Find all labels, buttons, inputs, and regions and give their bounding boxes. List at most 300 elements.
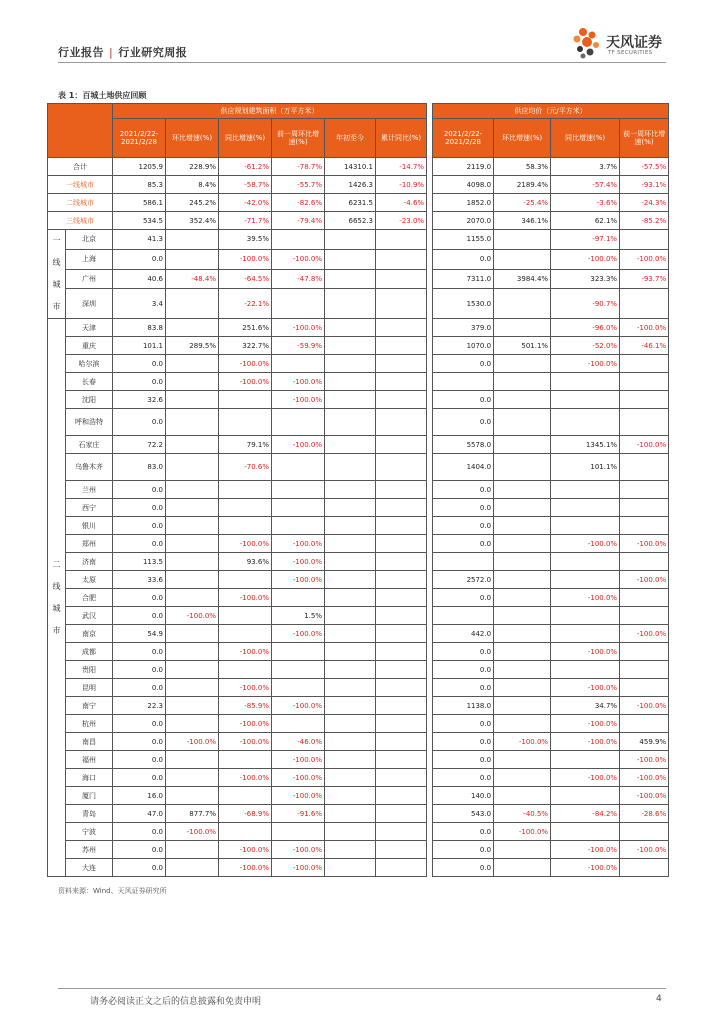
- table-cell: 6652.3: [325, 212, 376, 230]
- city-row: [48, 269, 669, 289]
- row-label: 二线城市: [48, 194, 113, 212]
- table-cell: [494, 679, 551, 697]
- table-cell: -100.0%: [219, 715, 272, 733]
- table-cell: [620, 643, 669, 661]
- city-row: [48, 481, 669, 499]
- column-header: 环比增速(%): [166, 119, 219, 158]
- table-cell: [272, 454, 325, 481]
- table-cell: -100.0%: [551, 643, 620, 661]
- city-row: [48, 337, 669, 355]
- table-cell: [325, 643, 376, 661]
- city-name: 济南: [66, 553, 113, 571]
- table-cell: -100.0%: [219, 589, 272, 607]
- city-row: [48, 841, 669, 859]
- city-row: [48, 517, 669, 535]
- city-name: 宁波: [66, 823, 113, 841]
- table-cell: -100.0%: [272, 787, 325, 805]
- table-cell: [325, 249, 376, 269]
- city-name: 重庆: [66, 337, 113, 355]
- table-cell: [433, 607, 494, 625]
- table-cell: [376, 589, 427, 607]
- table-cell: -100.0%: [620, 625, 669, 643]
- table-cell: 79.1%: [219, 436, 272, 454]
- city-row: [48, 373, 669, 391]
- table-cell: [219, 517, 272, 535]
- header-separator: |: [109, 46, 114, 59]
- column-header: 同比增速(%): [219, 119, 272, 158]
- table-cell: [376, 715, 427, 733]
- table-cell: [219, 787, 272, 805]
- table-cell: 58.3%: [494, 158, 551, 176]
- table-cell: 346.1%: [494, 212, 551, 230]
- table-cell: 0.0: [433, 409, 494, 436]
- table-cell: [325, 805, 376, 823]
- report-header: [58, 44, 187, 60]
- table-cell: 0.0: [433, 391, 494, 409]
- table-cell: [166, 230, 219, 250]
- table-cell: 39.5%: [219, 230, 272, 250]
- table-cell: 22.3: [113, 697, 166, 715]
- table-cell: -47.8%: [272, 269, 325, 289]
- table-cell: 0.0: [113, 481, 166, 499]
- table-cell: [620, 589, 669, 607]
- group-header-price: 供应均价（元/平方米）: [433, 104, 669, 119]
- table-cell: -100.0%: [272, 859, 325, 877]
- city-name: 厦门: [66, 787, 113, 805]
- table-cell: -48.4%: [166, 269, 219, 289]
- table-cell: -64.5%: [219, 269, 272, 289]
- table-cell: -100.0%: [551, 589, 620, 607]
- table-cell: 1852.0: [433, 194, 494, 212]
- table-cell: [325, 481, 376, 499]
- table-cell: [376, 454, 427, 481]
- table-cell: -71.7%: [219, 212, 272, 230]
- table-cell: [166, 373, 219, 391]
- city-name: 海口: [66, 769, 113, 787]
- table-cell: [166, 589, 219, 607]
- table-cell: [376, 697, 427, 715]
- table-cell: -10.9%: [376, 176, 427, 194]
- table-cell: -100.0%: [219, 373, 272, 391]
- table-cell: -100.0%: [620, 571, 669, 589]
- table-cell: 0.0: [113, 733, 166, 751]
- table-cell: 0.0: [433, 733, 494, 751]
- table-cell: 0.0: [113, 823, 166, 841]
- table-cell: [166, 625, 219, 643]
- table-cell: [272, 517, 325, 535]
- table-cell: [494, 319, 551, 337]
- table-cell: [620, 373, 669, 391]
- table-cell: 0.0: [433, 823, 494, 841]
- city-row: [48, 625, 669, 643]
- table-cell: -100.0%: [166, 823, 219, 841]
- table-cell: [551, 751, 620, 769]
- table-cell: [376, 249, 427, 269]
- summary-row: [48, 212, 669, 230]
- table-cell: 32.6: [113, 391, 166, 409]
- table-cell: -52.0%: [551, 337, 620, 355]
- table-cell: -46.1%: [620, 337, 669, 355]
- city-name: 沈阳: [66, 391, 113, 409]
- table-cell: [376, 733, 427, 751]
- table-cell: -42.0%: [219, 194, 272, 212]
- table-cell: 93.6%: [219, 553, 272, 571]
- table-cell: [325, 841, 376, 859]
- table-cell: [325, 769, 376, 787]
- table-cell: [325, 697, 376, 715]
- city-name: 昆明: [66, 679, 113, 697]
- table-cell: 245.2%: [166, 194, 219, 212]
- table-cell: 0.0: [433, 643, 494, 661]
- table-cell: [551, 391, 620, 409]
- table-cell: 543.0: [433, 805, 494, 823]
- table-cell: -55.7%: [272, 176, 325, 194]
- table-cell: [325, 337, 376, 355]
- table-cell: 1404.0: [433, 454, 494, 481]
- table-cell: 47.0: [113, 805, 166, 823]
- table-cell: [325, 454, 376, 481]
- table-cell: [494, 571, 551, 589]
- table-cell: -85.2%: [620, 212, 669, 230]
- table-cell: 54.9: [113, 625, 166, 643]
- table-cell: -100.0%: [219, 841, 272, 859]
- table-cell: 85.3: [113, 176, 166, 194]
- table-cell: [551, 517, 620, 535]
- table-cell: -57.4%: [551, 176, 620, 194]
- table-cell: [494, 751, 551, 769]
- table-cell: -100.0%: [219, 249, 272, 269]
- table-cell: [494, 661, 551, 679]
- city-row: [48, 607, 669, 625]
- table-cell: [166, 436, 219, 454]
- table-cell: [494, 607, 551, 625]
- table-cell: 877.7%: [166, 805, 219, 823]
- table-cell: 0.0: [113, 535, 166, 553]
- table-cell: [166, 289, 219, 319]
- table-cell: [620, 661, 669, 679]
- header-corner: [48, 104, 113, 158]
- table-cell: [376, 841, 427, 859]
- city-row: [48, 769, 669, 787]
- table-cell: [376, 355, 427, 373]
- page-number: 4: [656, 994, 662, 1004]
- table-cell: -100.0%: [494, 733, 551, 751]
- city-name: 青岛: [66, 805, 113, 823]
- table-cell: -100.0%: [219, 679, 272, 697]
- table-cell: -79.4%: [272, 212, 325, 230]
- table-cell: 113.5: [113, 553, 166, 571]
- table-cell: [325, 319, 376, 337]
- table-cell: -96.0%: [551, 319, 620, 337]
- table-cell: [272, 823, 325, 841]
- table-cell: [272, 481, 325, 499]
- table-cell: [272, 499, 325, 517]
- table-cell: [325, 751, 376, 769]
- table-cell: [376, 230, 427, 250]
- table-cell: -100.0%: [551, 715, 620, 733]
- table-cell: [620, 409, 669, 436]
- table-cell: [166, 409, 219, 436]
- table-cell: -100.0%: [620, 841, 669, 859]
- table-cell: 0.0: [433, 769, 494, 787]
- table-cell: -61.2%: [219, 158, 272, 176]
- table-cell: 1138.0: [433, 697, 494, 715]
- city-name: 上海: [66, 249, 113, 269]
- table-cell: [166, 751, 219, 769]
- city-row: [48, 589, 669, 607]
- table-cell: [219, 391, 272, 409]
- tier-group-label: 一 线 城 市: [48, 230, 66, 319]
- table-cell: 0.0: [433, 517, 494, 535]
- table-cell: -3.6%: [551, 194, 620, 212]
- city-name: 太原: [66, 571, 113, 589]
- city-name: 南昌: [66, 733, 113, 751]
- city-name: 深圳: [66, 289, 113, 319]
- table-cell: -100.0%: [272, 841, 325, 859]
- table-cell: 33.6: [113, 571, 166, 589]
- table-cell: [376, 769, 427, 787]
- table-cell: [376, 319, 427, 337]
- table-cell: -100.0%: [219, 643, 272, 661]
- table-cell: -85.9%: [219, 697, 272, 715]
- table-cell: 83.0: [113, 454, 166, 481]
- city-row: [48, 751, 669, 769]
- logo-name-cn: 天风证券: [606, 35, 662, 51]
- table-cell: [620, 859, 669, 877]
- city-row: [48, 230, 669, 250]
- table-cell: -100.0%: [219, 355, 272, 373]
- column-header: 前一周环比增速(%): [620, 119, 669, 158]
- table-cell: 0.0: [113, 643, 166, 661]
- table-cell: [620, 607, 669, 625]
- table-cell: [219, 823, 272, 841]
- table-cell: [494, 535, 551, 553]
- table-cell: 459.9%: [620, 733, 669, 751]
- table-cell: 0.0: [113, 661, 166, 679]
- table-cell: -93.1%: [620, 176, 669, 194]
- table-cell: [376, 391, 427, 409]
- table-cell: 0.0: [433, 751, 494, 769]
- table-cell: 1345.1%: [551, 436, 620, 454]
- table-cell: [166, 319, 219, 337]
- table-cell: 8.4%: [166, 176, 219, 194]
- table-cell: -78.7%: [272, 158, 325, 176]
- table-cell: [325, 553, 376, 571]
- table-cell: -100.0%: [272, 319, 325, 337]
- city-row: [48, 643, 669, 661]
- table-cell: 83.8: [113, 319, 166, 337]
- city-row: [48, 249, 669, 269]
- city-row: [48, 454, 669, 481]
- table-cell: -100.0%: [272, 571, 325, 589]
- table-cell: [325, 355, 376, 373]
- table-cell: 534.5: [113, 212, 166, 230]
- table-cell: -91.6%: [272, 805, 325, 823]
- table-cell: 0.0: [433, 535, 494, 553]
- table-cell: [166, 661, 219, 679]
- table-cell: 586.1: [113, 194, 166, 212]
- table-cell: [494, 859, 551, 877]
- table-cell: 0.0: [433, 481, 494, 499]
- table-cell: 140.0: [433, 787, 494, 805]
- table-cell: [325, 517, 376, 535]
- table-cell: [166, 499, 219, 517]
- table-cell: -100.0%: [551, 859, 620, 877]
- table-cell: [551, 553, 620, 571]
- table-cell: 0.0: [433, 661, 494, 679]
- city-row: [48, 733, 669, 751]
- logo-icon: [570, 26, 604, 60]
- city-name: 郑州: [66, 535, 113, 553]
- city-row: [48, 697, 669, 715]
- city-row: [48, 319, 669, 337]
- table-body: [48, 158, 669, 877]
- table-cell: 3984.4%: [494, 269, 551, 289]
- city-name: 南宁: [66, 697, 113, 715]
- table-cell: -100.0%: [620, 535, 669, 553]
- table-cell: -100.0%: [272, 436, 325, 454]
- table-cell: [494, 517, 551, 535]
- city-name: 大连: [66, 859, 113, 877]
- city-name: 广州: [66, 269, 113, 289]
- table-cell: -57.5%: [620, 158, 669, 176]
- table-cell: 0.0: [113, 715, 166, 733]
- table-cell: 0.0: [433, 679, 494, 697]
- land-supply-table: [47, 103, 669, 877]
- table-cell: -100.0%: [166, 607, 219, 625]
- table-cell: 0.0: [113, 589, 166, 607]
- city-name: 贵阳: [66, 661, 113, 679]
- table-cell: -28.6%: [620, 805, 669, 823]
- table-cell: 0.0: [433, 355, 494, 373]
- column-header: 年初至今: [325, 119, 376, 158]
- table-cell: 2119.0: [433, 158, 494, 176]
- table-cell: -82.6%: [272, 194, 325, 212]
- table-cell: [325, 269, 376, 289]
- table-cell: -100.0%: [620, 787, 669, 805]
- table-cell: [272, 355, 325, 373]
- table-cell: [166, 715, 219, 733]
- table-cell: [494, 553, 551, 571]
- city-row: [48, 571, 669, 589]
- table-cell: [376, 625, 427, 643]
- table-cell: [376, 436, 427, 454]
- table-cell: -100.0%: [272, 751, 325, 769]
- table-cell: [325, 715, 376, 733]
- table-cell: -100.0%: [272, 625, 325, 643]
- table-cell: [494, 454, 551, 481]
- table-cell: -100.0%: [551, 535, 620, 553]
- table-cell: [494, 481, 551, 499]
- table-cell: -100.0%: [166, 733, 219, 751]
- summary-row: [48, 158, 669, 176]
- table-cell: [325, 289, 376, 319]
- table-cell: [272, 679, 325, 697]
- summary-row: [48, 176, 669, 194]
- table-cell: [325, 373, 376, 391]
- table-cell: [494, 499, 551, 517]
- table-cell: 322.7%: [219, 337, 272, 355]
- table-cell: -25.4%: [494, 194, 551, 212]
- table-cell: 289.5%: [166, 337, 219, 355]
- table-cell: [620, 391, 669, 409]
- table-cell: 14310.1: [325, 158, 376, 176]
- table-cell: [376, 661, 427, 679]
- table-cell: -100.0%: [219, 535, 272, 553]
- table-cell: -100.0%: [551, 249, 620, 269]
- table-cell: -22.1%: [219, 289, 272, 319]
- table-cell: [433, 373, 494, 391]
- table-cell: [433, 553, 494, 571]
- table-cell: [620, 517, 669, 535]
- table-cell: -100.0%: [620, 769, 669, 787]
- logo-name-en: TF SECURITIES: [608, 50, 653, 56]
- table-cell: [620, 553, 669, 571]
- table-cell: 251.6%: [219, 319, 272, 337]
- table-cell: [620, 715, 669, 733]
- table-cell: [376, 289, 427, 319]
- table-cell: -100.0%: [620, 751, 669, 769]
- city-row: [48, 805, 669, 823]
- company-logo: [570, 26, 680, 60]
- table-cell: [620, 289, 669, 319]
- table-cell: 34.7%: [551, 697, 620, 715]
- table-cell: [376, 553, 427, 571]
- table-cell: [272, 289, 325, 319]
- city-row: [48, 823, 669, 841]
- table-cell: [494, 787, 551, 805]
- table-caption: 表 1：百城土地供应回顾: [58, 91, 147, 100]
- column-header: 2021/2/22-2021/2/28: [433, 119, 494, 158]
- table-cell: 5578.0: [433, 436, 494, 454]
- table-cell: [166, 643, 219, 661]
- table-cell: [166, 787, 219, 805]
- table-cell: [551, 481, 620, 499]
- table-cell: [551, 607, 620, 625]
- table-cell: -100.0%: [620, 697, 669, 715]
- table-cell: 101.1: [113, 337, 166, 355]
- table-cell: 41.3: [113, 230, 166, 250]
- table-cell: [166, 517, 219, 535]
- table-cell: [272, 661, 325, 679]
- table-cell: 442.0: [433, 625, 494, 643]
- table-cell: [325, 733, 376, 751]
- row-label: 三线城市: [48, 212, 113, 230]
- table-cell: [166, 535, 219, 553]
- table-cell: [376, 643, 427, 661]
- table-cell: 0.0: [433, 841, 494, 859]
- table-cell: [551, 499, 620, 517]
- table-cell: 0.0: [113, 679, 166, 697]
- table-cell: [325, 607, 376, 625]
- table-cell: -97.1%: [551, 230, 620, 250]
- header-divider: [58, 62, 666, 63]
- footer-divider: [58, 988, 666, 989]
- table-cell: [551, 661, 620, 679]
- table-cell: -100.0%: [272, 697, 325, 715]
- table-cell: [166, 841, 219, 859]
- table-cell: [325, 535, 376, 553]
- table-cell: [272, 409, 325, 436]
- city-name: 成都: [66, 643, 113, 661]
- table-cell: 0.0: [433, 589, 494, 607]
- table-cell: [219, 499, 272, 517]
- table-cell: [376, 517, 427, 535]
- table-cell: 0.0: [113, 499, 166, 517]
- table-cell: [376, 337, 427, 355]
- table-cell: 0.0: [433, 249, 494, 269]
- table-cell: [166, 859, 219, 877]
